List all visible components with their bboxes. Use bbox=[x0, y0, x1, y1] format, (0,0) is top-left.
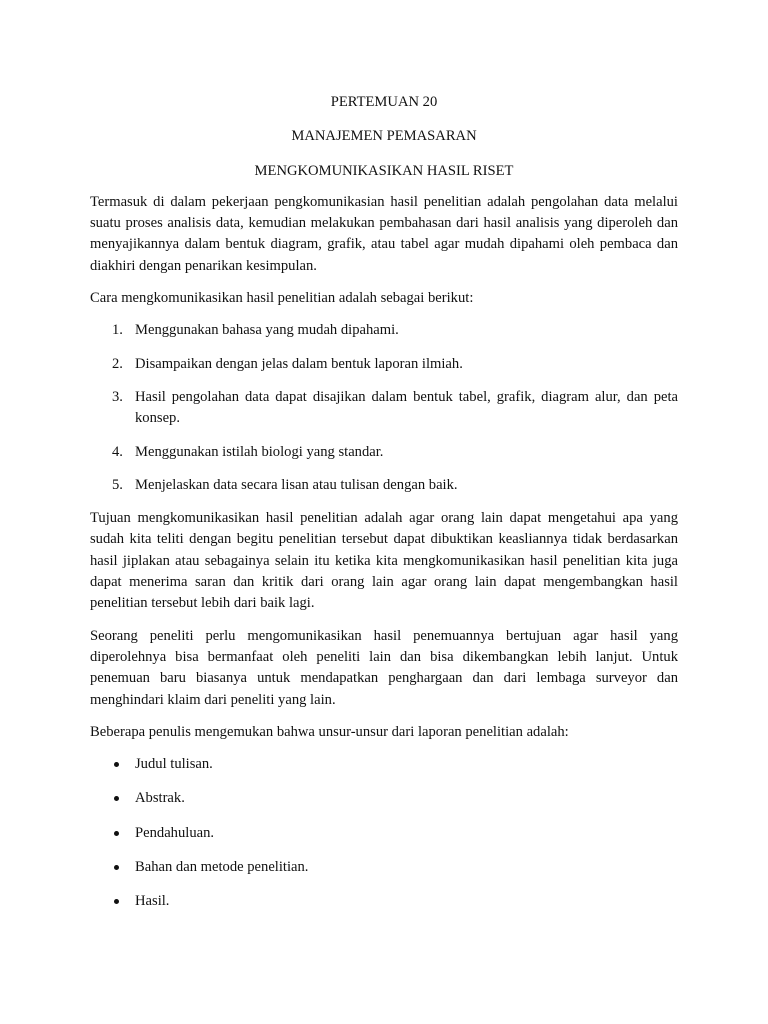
bullet-icon bbox=[114, 762, 119, 767]
bullet-item bbox=[90, 891, 678, 912]
numbered-list bbox=[90, 320, 678, 496]
list-item-text: Menggunakan bahasa yang mudah dipahami. bbox=[135, 322, 399, 339]
bullet-item-text: Hasil. bbox=[135, 893, 170, 910]
bullet-icon bbox=[114, 831, 119, 836]
list-item bbox=[90, 442, 678, 463]
paragraph-intro: Termasuk di dalam pekerjaan pengkomunikasian hasil penelitian adalah pengolahan data melalui suatu proses analisis data, kemudian melakukan pembahasan dari hasil analisis yang diperoleh dan menyajikannya dalam bentuk diagram, grafik, atau tabel agar mudah dipahami oleh pembaca dan diakhiri dengan penarikan kesimpulan. bbox=[90, 193, 678, 274]
list-item-text: Menggunakan istilah biologi yang standar. bbox=[135, 443, 384, 460]
bullet-icon bbox=[114, 865, 119, 870]
list-item-text: Menjelaskan data secara lisan atau tulisan dengan baik. bbox=[135, 476, 458, 493]
paragraph-methods-lead: Cara mengkomunikasikan hasil penelitian adalah sebagai berikut: bbox=[90, 290, 474, 307]
bullet-item bbox=[90, 857, 678, 878]
paragraph-researcher: Seorang peneliti perlu mengomunikasikan hasil penemuannya bertujuan agar hasil yang diperolehnya bisa bermanfaat oleh peneliti lain dan bisa dikembangkan lebih lanjut. Untuk penemuan baru biasanya untuk mendapatkan penghargaan dan dari lembaga surveyor dan menghindari klaim dari peneliti yang lain. bbox=[90, 627, 678, 708]
topic-title: MENGKOMUNIKASIKAN HASIL RISET bbox=[254, 162, 514, 179]
paragraph-report-elements-lead: Beberapa penulis mengemukan bahwa unsur-unsur dari laporan penelitian adalah: bbox=[90, 723, 569, 740]
list-item bbox=[90, 320, 678, 341]
bullet-item bbox=[90, 754, 678, 775]
list-item-number: 3. bbox=[112, 388, 123, 405]
bullet-icon bbox=[114, 899, 119, 904]
list-item bbox=[90, 475, 678, 496]
list-item-number: 2. bbox=[112, 355, 123, 372]
document-body bbox=[90, 92, 678, 926]
bullet-item-text: Bahan dan metode penelitian. bbox=[135, 859, 309, 876]
bullet-item bbox=[90, 823, 678, 844]
list-item-number: 1. bbox=[112, 322, 123, 339]
bullet-list bbox=[90, 754, 678, 912]
list-item-text: Disampaikan dengan jelas dalam bentuk laporan ilmiah. bbox=[135, 355, 463, 372]
bullet-item-text: Judul tulisan. bbox=[135, 756, 213, 773]
bullet-item bbox=[90, 788, 678, 809]
course-title: MANAJEMEN PEMASARAN bbox=[291, 128, 477, 145]
list-item bbox=[90, 387, 678, 430]
list-item bbox=[90, 354, 678, 375]
list-item-number: 4. bbox=[112, 443, 123, 460]
meeting-title: PERTEMUAN 20 bbox=[330, 94, 438, 110]
list-item-text: Hasil pengolahan data dapat disajikan dalam bentuk tabel, grafik, diagram alur, dan peta konsep. bbox=[135, 388, 678, 427]
bullet-item-text: Pendahuluan. bbox=[135, 824, 215, 841]
bullet-icon bbox=[114, 796, 119, 801]
paragraph-purpose: Tujuan mengkomunikasikan hasil penelitian adalah agar orang lain dapat mengetahui apa yang sudah kita teliti dengan begitu penelitian tersebut dapat dibuktikan keasliannya tidak berdasarkan hasil jiplakan atau sebagainya selain itu ketika kita mengkomunikasikan hasil penelitian kita juga dapat menerima saran dan kritik dari orang lain agar orang lain dapat mengembangkan hasil penelitian tersebut lebih dari baik lagi. bbox=[90, 510, 678, 612]
list-item-number: 5. bbox=[112, 476, 123, 493]
bullet-item-text: Abstrak. bbox=[135, 790, 185, 807]
